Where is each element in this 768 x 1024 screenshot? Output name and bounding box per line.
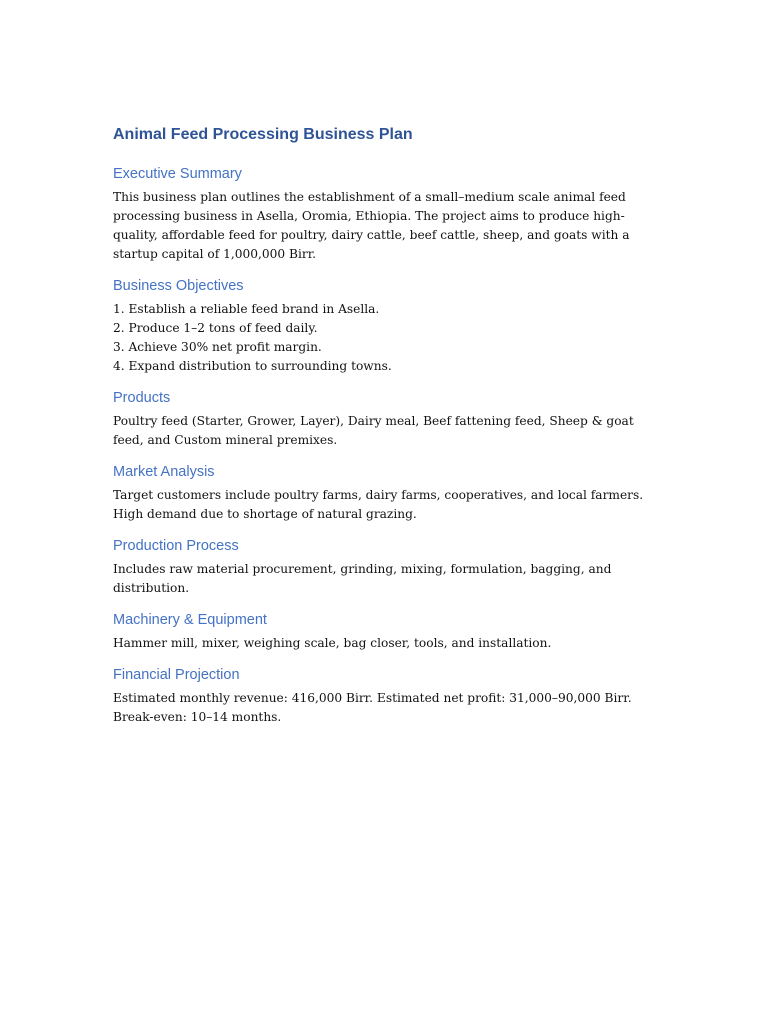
section-body: This business plan outlines the establishment of a small–medium scale animal feed processing business in Asella, Oromia, Ethiopia. The project aims to produce high-quality, affordable feed for poultry, dairy cattle, beef cattle, sheep, and goats with a startup capital of 1,000,000 Birr.: [113, 190, 630, 261]
section-executive-summary: [113, 164, 658, 264]
list-item: 4. Expand distribution to surrounding towns.: [113, 359, 392, 373]
section-heading: Market Analysis: [113, 464, 215, 480]
list-item: 3. Achieve 30% net profit margin.: [113, 340, 322, 354]
section-heading: Financial Projection: [113, 667, 240, 683]
section-body: Poultry feed (Starter, Grower, Layer), Dairy meal, Beef fattening feed, Sheep & goat feed, and Custom mineral premixes.: [113, 414, 634, 447]
list-item: 2. Produce 1–2 tons of feed daily.: [113, 321, 318, 335]
section-production-process: [113, 536, 658, 598]
section-products: [113, 388, 658, 450]
section-body: Estimated monthly revenue: 416,000 Birr. Estimated net profit: 31,000–90,000 Birr. Break-even: 10–14 months.: [113, 691, 632, 724]
section-body: Hammer mill, mixer, weighing scale, bag closer, tools, and installation.: [113, 636, 552, 650]
document-page: [113, 124, 658, 739]
section-heading: Executive Summary: [113, 166, 242, 182]
section-body: Includes raw material procurement, grinding, mixing, formulation, bagging, and distribution.: [113, 562, 612, 595]
section-heading: Production Process: [113, 538, 239, 554]
objectives-list: [113, 300, 658, 376]
section-machinery-equipment: [113, 610, 658, 653]
section-financial-projection: [113, 665, 658, 727]
section-heading: Machinery & Equipment: [113, 612, 267, 628]
document-title: Animal Feed Processing Business Plan: [113, 126, 413, 143]
section-business-objectives: [113, 276, 658, 376]
section-heading: Business Objectives: [113, 278, 244, 294]
section-heading: Products: [113, 390, 171, 406]
section-market-analysis: [113, 462, 658, 524]
section-body: Target customers include poultry farms, dairy farms, cooperatives, and local farmers. High demand due to shortage of natural grazing.: [113, 488, 644, 521]
list-item: 1. Establish a reliable feed brand in Asella.: [113, 302, 380, 316]
